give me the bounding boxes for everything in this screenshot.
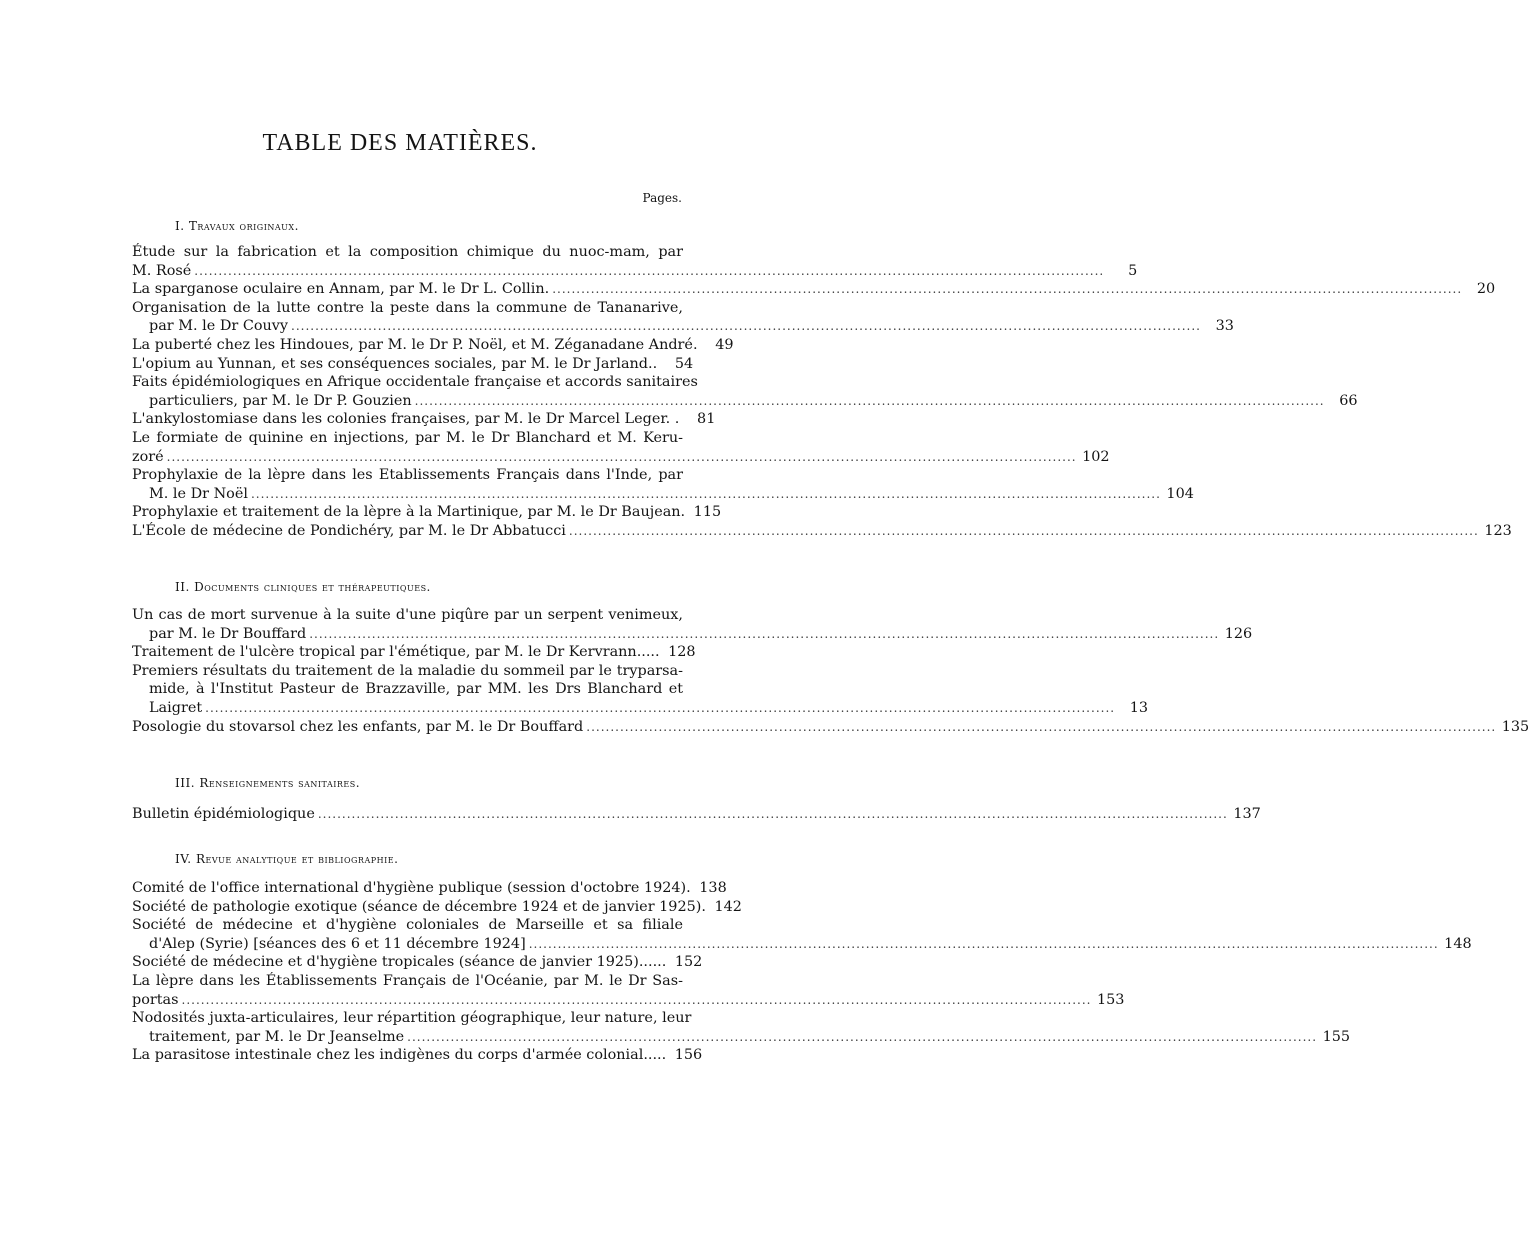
section-entries bbox=[132, 243, 1512, 541]
page-number: 49 bbox=[715, 336, 734, 353]
page-number: 153 bbox=[1096, 991, 1125, 1008]
page-number: 81 bbox=[697, 411, 716, 428]
toc-entry-line bbox=[132, 625, 1253, 644]
page-number: 137 bbox=[1233, 806, 1261, 822]
page-number: 102 bbox=[1082, 448, 1110, 465]
page-number: 13 bbox=[1129, 699, 1149, 716]
entry-text: Laigret bbox=[149, 699, 203, 716]
dot-leader bbox=[182, 991, 1092, 1010]
toc-entry-line bbox=[132, 699, 1149, 718]
toc-entry-line bbox=[132, 392, 1358, 411]
entry-text: particuliers, par M. le Dr P. Gouzien bbox=[149, 392, 412, 409]
section-heading: II. Documents cliniques et thérapeutiques. bbox=[175, 580, 431, 594]
toc-entry-line bbox=[132, 503, 722, 522]
dot-leader bbox=[194, 262, 1104, 281]
dot-leader bbox=[251, 485, 1161, 504]
page-number: 115 bbox=[693, 504, 722, 521]
page-title: TABLE DES MATIÈRES. bbox=[262, 130, 538, 156]
toc-entry-line bbox=[132, 262, 1138, 281]
section-entries bbox=[132, 879, 1472, 1065]
toc-entry-line bbox=[132, 805, 1261, 824]
dot-leader bbox=[167, 448, 1077, 467]
page-number: 54 bbox=[674, 355, 694, 372]
entry-text: traitement, par M. le Dr Jeanselme bbox=[149, 1028, 405, 1045]
toc-entry-line bbox=[132, 336, 734, 355]
page-number: 152 bbox=[674, 954, 703, 971]
toc-entry-line bbox=[132, 448, 1110, 467]
dot-leader bbox=[291, 317, 1201, 336]
toc-entry-line: Organisation de la lutte contre la peste dans la commune de Tananarive, bbox=[132, 299, 683, 316]
entry-text: Société de médecine et d'hygiène tropicales (séance de janvier 1925)...... bbox=[132, 954, 667, 971]
page-number: 66 bbox=[1339, 392, 1358, 409]
page-number: 135 bbox=[1501, 718, 1529, 735]
entry-text: Traitement de l'ulcère tropical par l'émétique, par M. le Dr Kervrann..... bbox=[132, 644, 660, 661]
toc-entry-line: mide, à l'Institut Pasteur de Brazzaville, par MM. les Drs Blanchard et bbox=[149, 681, 683, 698]
entry-text: M. le Dr Noël bbox=[149, 485, 248, 502]
dot-leader bbox=[407, 1028, 1317, 1047]
toc-entry-line: Le formiate de quinine en injections, par M. le Dr Blanchard et M. Keru- bbox=[132, 429, 683, 446]
entry-text: par M. le Dr Couvy bbox=[149, 318, 289, 335]
entry-text: zoré bbox=[132, 448, 164, 465]
page-number: 20 bbox=[1476, 281, 1496, 298]
entry-text: La sparganose oculaire en Annam, par M. le Dr L. Collin. bbox=[132, 281, 550, 298]
entry-text: par M. le Dr Bouffard bbox=[149, 625, 307, 642]
dot-leader bbox=[569, 522, 1479, 541]
dot-leader bbox=[415, 392, 1325, 411]
toc-entry-line bbox=[132, 280, 1496, 299]
toc-entry-line: Premiers résultats du traitement de la maladie du sommeil par le tryparsa- bbox=[132, 662, 683, 679]
entry-text: d'Alep (Syrie) [séances des 6 et 11 décembre 1924] bbox=[149, 935, 526, 952]
section-entries bbox=[132, 805, 1261, 824]
toc-entry-line: Nodosités juxta-articulaires, leur répartition géographique, leur nature, leur bbox=[132, 1010, 692, 1027]
toc-entry-line bbox=[132, 643, 696, 662]
page-number: 148 bbox=[1444, 935, 1472, 952]
dot-leader bbox=[309, 625, 1219, 644]
entry-text: Société de pathologie exotique (séance de décembre 1924 et de janvier 1925). bbox=[132, 898, 706, 915]
page-number: 138 bbox=[699, 880, 727, 896]
toc-entry-line bbox=[132, 1046, 703, 1065]
entry-text: portas bbox=[132, 991, 179, 1008]
toc-entry-line bbox=[132, 317, 1234, 336]
pages-column-label: Pages. bbox=[642, 191, 682, 205]
toc-entry-line bbox=[132, 485, 1194, 504]
page-number: 142 bbox=[714, 898, 742, 915]
toc-entry-line bbox=[132, 935, 1472, 954]
entry-text: Posologie du stovarsol chez les enfants, par M. le Dr Bouffard bbox=[132, 718, 584, 735]
section-heading: III. Renseignements sanitaires. bbox=[175, 776, 361, 790]
page-number: 33 bbox=[1215, 318, 1234, 335]
toc-entry-line: Prophylaxie de la lèpre dans les Etablissements Français dans l'Inde, par bbox=[132, 467, 683, 484]
toc-entry-line bbox=[132, 1028, 1351, 1047]
entry-text: La puberté chez les Hindoues, par M. le Dr P. Noël, et M. Zéganadane André. bbox=[132, 336, 698, 353]
page-number: 123 bbox=[1484, 522, 1512, 539]
toc-entry-line bbox=[132, 410, 716, 429]
toc-entry-line bbox=[132, 718, 1529, 737]
dot-leader bbox=[205, 699, 1115, 718]
entry-text: L'École de médecine de Pondichéry, par M. le Dr Abbatucci bbox=[132, 522, 566, 539]
page-number: 155 bbox=[1322, 1028, 1351, 1045]
toc-entry-line: Étude sur la fabrication et la composition chimique du nuoc-mam, par bbox=[132, 244, 683, 260]
page-number: 104 bbox=[1166, 485, 1194, 502]
entry-text: L'opium au Yunnan, et ses conséquences sociales, par M. le Dr Jarland.. bbox=[132, 355, 658, 372]
toc-entry-line bbox=[132, 953, 703, 972]
page-number: 5 bbox=[1128, 262, 1138, 279]
toc-entry-line bbox=[132, 879, 727, 898]
section-heading: I. Travaux originaux. bbox=[175, 219, 299, 233]
page-number: 126 bbox=[1224, 625, 1253, 642]
toc-entry-line bbox=[132, 991, 1125, 1010]
dot-leader bbox=[552, 280, 1462, 299]
toc-entry-line: Société de médecine et d'hygiène coloniales de Marseille et sa filiale bbox=[132, 917, 683, 934]
section-heading: IV. Revue analytique et bibliographie. bbox=[175, 852, 399, 866]
entry-text: Bulletin épidémiologique bbox=[132, 806, 315, 822]
dot-leader bbox=[586, 718, 1496, 737]
toc-entry-line: La lèpre dans les Établissements Français de l'Océanie, par M. le Dr Sas- bbox=[132, 972, 683, 989]
toc-entry-line: Un cas de mort survenue à la suite d'une piqûre par un serpent venimeux, bbox=[132, 607, 683, 623]
dot-leader bbox=[318, 805, 1228, 824]
toc-entry-line: Faits épidémiologiques en Afrique occidentale française et accords sanitaires bbox=[132, 374, 698, 391]
entry-text: L'ankylostomiase dans les colonies françaises, par M. le Dr Marcel Leger. . bbox=[132, 411, 680, 428]
entry-text: M. Rosé bbox=[132, 262, 192, 279]
dot-leader bbox=[529, 935, 1439, 954]
page-number: 128 bbox=[668, 644, 696, 661]
entry-text: Prophylaxie et traitement de la lèpre à la Martinique, par M. le Dr Baujean. bbox=[132, 504, 686, 521]
section-entries bbox=[132, 606, 1529, 736]
entry-text: Comité de l'office international d'hygiène publique (session d'octobre 1924). bbox=[132, 880, 691, 896]
toc-entry-line bbox=[132, 355, 694, 374]
toc-entry-line bbox=[132, 898, 742, 917]
page-number: 156 bbox=[674, 1047, 703, 1064]
toc-entry-line bbox=[132, 522, 1512, 541]
entry-text: La parasitose intestinale chez les indigènes du corps d'armée colonial..... bbox=[132, 1047, 667, 1064]
